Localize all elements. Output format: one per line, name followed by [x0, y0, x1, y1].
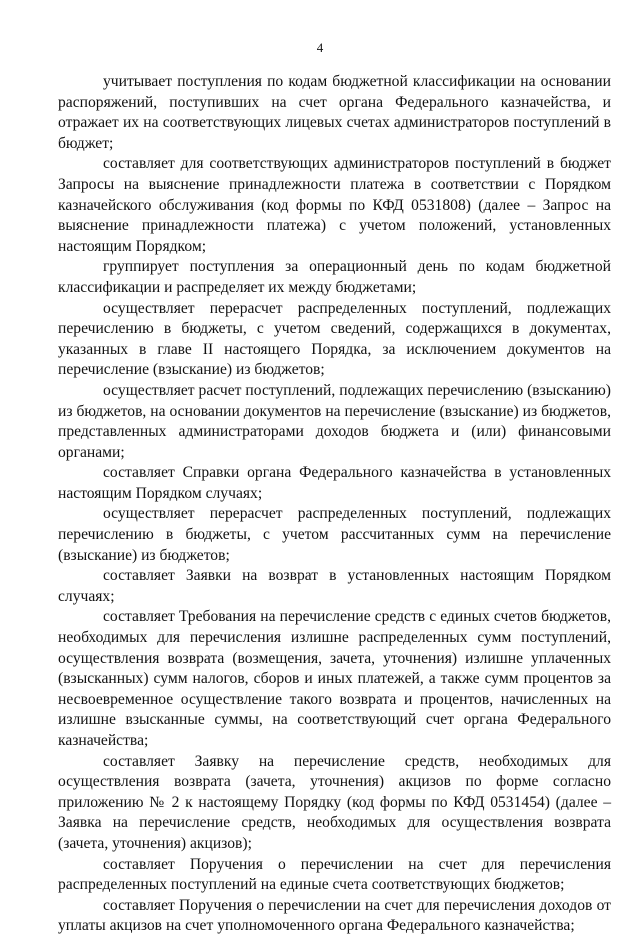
paragraph-treasury-certificates: составляет Справки органа Федерального казначейства в установленных настоящим Порядком случаях; [58, 464, 611, 502]
paragraph-payment-inquiries: составляет для соответствующих администраторов поступлений в бюджет Запросы на выяснение принадлежности платежа в соответствии с Порядком казначейского обслуживания (код формы по КФД 0531808) (далее – Запрос на выяснение принадлежности платежа) с учетом положений, установленных настоящим Порядком; [58, 155, 611, 255]
page-number: 4 [316, 40, 324, 55]
paragraph-refund-requests: составляет Заявки на возврат в установленных настоящим Порядком случаях; [58, 567, 611, 605]
paragraph-calculation-transfers: осуществляет расчет поступлений, подлежащих перечислению (взысканию) из бюджетов, на основании документов на перечисление (взыскание) из бюджетов, представленных администраторами доходов бюджета и (или) финансовыми органами; [58, 381, 611, 461]
paragraph-recalculation-documents: осуществляет перерасчет распределенных поступлений, подлежащих перечислению в бюджеты, с учетом сведений, содержащихся в документах, указанных в главе II настоящего Порядка, за исключением документов на перечисление (взыскание) из бюджетов; [58, 299, 611, 379]
paragraph-transfer-demands: составляет Требования на перечисление средств с единых счетов бюджетов, необходимых для перечисления излишне распределенных сумм поступлений, осуществления возврата (возмещения, зачета, уточнения) излишне уплаченных (взысканных) сумм налогов, сборов и иных платежей, а также сумм процентов за несвоевременное осуществление такого возврата и процентов, начисленных на излишне взысканные суммы, на соответствующий счет органа Федерального казначейства; [58, 608, 611, 749]
paragraph-transfer-orders-excise: составляет Поручения о перечислении на счет для перечисления доходов от уплаты акцизов на счет уполномоченного органа Федерального казначейства; [58, 896, 611, 935]
paragraph-grouping-receipts: группирует поступления за операционный день по кодам бюджетной классификации и распределяет их между бюджетами; [58, 258, 611, 296]
paragraph-transfer-orders-budgets: составляет Поручения о перечислении на счет для перечисления распределенных поступлений на единые счета соответствующих бюджетов; [58, 855, 611, 894]
paragraph-accounting-receipts: учитывает поступления по кодам бюджетной классификации на основании распоряжений, поступивших на счет органа Федерального казначейства, и отражает их на соответствующих лицевых счетах администраторов поступлений в бюджет; [58, 73, 611, 152]
paragraph-excise-transfer-request: составляет Заявку на перечисление средств, необходимых для осуществления возврата (зачета, уточнения) акцизов по форме согласно приложению № 2 к настоящему Порядку (код формы по КФД 0531454) (далее – Заявка на перечисление средств, необходимых для осуществления возврата (зачета, уточнения) акцизов); [58, 752, 611, 852]
document-body [58, 72, 611, 937]
paragraph-recalculation-sums: осуществляет перерасчет распределенных поступлений, подлежащих перечислению в бюджеты, с учетом рассчитанных сумм на перечисление (взыскание) из бюджетов; [58, 505, 611, 564]
